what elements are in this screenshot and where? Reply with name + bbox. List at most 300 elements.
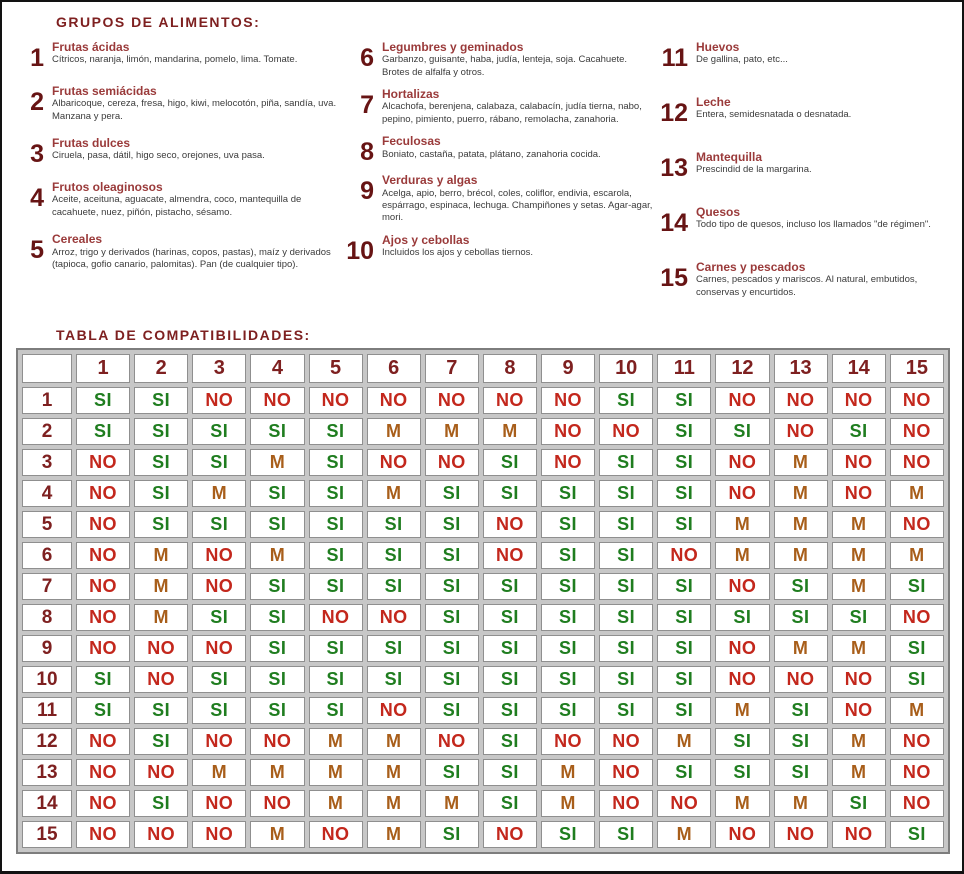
compat-cell-1-6: NO — [367, 387, 421, 414]
column-header-10: 10 — [599, 354, 653, 383]
group-number: 10 — [346, 236, 374, 265]
compat-cell-7-13: SI — [774, 573, 828, 600]
group-description: Albaricoque, cereza, fresa, higo, kiwi, melocotón, piña, sandía, uva. Manzana y pera. — [52, 98, 337, 122]
compat-cell-12-8: SI — [483, 728, 537, 755]
compat-cell-14-14: SI — [832, 790, 886, 817]
compat-cell-14-7: M — [425, 790, 479, 817]
group-item-13 — [660, 150, 952, 181]
group-description: Boniato, castaña, patata, plátano, zanahoria cocida. — [382, 148, 601, 160]
group-description: Aceite, aceituna, aguacate, almendra, coco, mantequilla de cacahuete, nuez, piñón, pistacho, sésamo. — [52, 194, 302, 218]
compat-cell-8-5: NO — [309, 604, 363, 631]
row-header-8: 8 — [22, 604, 72, 631]
compat-cell-14-12: M — [715, 790, 769, 817]
compat-cell-10-15: SI — [890, 666, 944, 693]
compat-cell-1-15: NO — [890, 387, 944, 414]
compat-cell-9-10: SI — [599, 635, 653, 662]
compat-cell-13-6: M — [367, 759, 421, 786]
group-description: Acelga, apio, berro, brécol, coles, coliflor, endivia, escarola, espárrago, espinaca, lechuga. Champiñones y setas. Agar-agar, mori. — [382, 187, 653, 224]
compat-cell-5-7: SI — [425, 511, 479, 538]
compat-cell-15-4: M — [250, 821, 304, 848]
compat-cell-2-8: M — [483, 418, 537, 445]
compat-cell-3-4: M — [250, 449, 304, 476]
group-number: 9 — [360, 177, 374, 206]
compat-cell-2-6: M — [367, 418, 421, 445]
column-header-2: 2 — [134, 354, 188, 383]
compat-cell-14-6: M — [367, 790, 421, 817]
compat-cell-6-9: SI — [541, 542, 595, 569]
compat-cell-14-11: NO — [657, 790, 711, 817]
compat-cell-13-2: NO — [134, 759, 188, 786]
compat-cell-4-7: SI — [425, 480, 479, 507]
compat-cell-4-8: SI — [483, 480, 537, 507]
compat-cell-14-5: M — [309, 790, 363, 817]
compat-cell-14-1: NO — [76, 790, 130, 817]
compat-cell-3-6: NO — [367, 449, 421, 476]
group-text — [382, 173, 660, 224]
compat-cell-2-5: SI — [309, 418, 363, 445]
compat-cell-3-14: NO — [832, 449, 886, 476]
compat-cell-2-3: SI — [192, 418, 246, 445]
compat-cell-8-14: SI — [832, 604, 886, 631]
compat-cell-8-6: NO — [367, 604, 421, 631]
compat-cell-8-9: SI — [541, 604, 595, 631]
compat-cell-6-10: SI — [599, 542, 653, 569]
compat-cell-3-9: NO — [541, 449, 595, 476]
compat-cell-1-3: NO — [192, 387, 246, 414]
compat-cell-14-13: M — [774, 790, 828, 817]
group-description: Arroz, trigo y derivados (harinas, copos, pastas), maíz y derivados (tapioca, gofio canario, palomitas). Pan (de cualquier tipo). — [52, 246, 331, 270]
compat-cell-12-15: NO — [890, 728, 944, 755]
row-header-12: 12 — [22, 728, 72, 755]
group-text — [382, 40, 660, 79]
row-header-11: 11 — [22, 697, 72, 724]
compat-cell-8-2: M — [134, 604, 188, 631]
group-description: Entera, semidesnatada o desnatada. — [696, 109, 852, 121]
column-header-12: 12 — [715, 354, 769, 383]
compat-cell-6-7: SI — [425, 542, 479, 569]
matrix-row-5 — [22, 511, 944, 538]
group-item-6 — [346, 40, 660, 79]
compat-cell-13-1: NO — [76, 759, 130, 786]
compat-cell-15-2: NO — [134, 821, 188, 848]
group-name: Legumbres y geminados — [382, 40, 524, 54]
compat-cell-11-1: SI — [76, 697, 130, 724]
compat-cell-4-15: M — [890, 480, 944, 507]
group-name: Feculosas — [382, 134, 441, 149]
group-item-7 — [346, 87, 660, 126]
compat-cell-13-11: SI — [657, 759, 711, 786]
compat-cell-13-3: M — [192, 759, 246, 786]
group-name: Frutos oleaginosos — [52, 180, 163, 195]
compat-cell-15-12: NO — [715, 821, 769, 848]
compat-cell-8-8: SI — [483, 604, 537, 631]
compat-cell-12-6: M — [367, 728, 421, 755]
compat-cell-4-10: SI — [599, 480, 653, 507]
group-name: Cereales — [52, 232, 103, 247]
group-number: 14 — [660, 209, 688, 237]
compat-cell-11-6: NO — [367, 697, 421, 724]
group-columns — [16, 40, 952, 323]
group-text — [696, 205, 952, 236]
compat-cell-15-10: SI — [599, 821, 653, 848]
food-groups-section — [16, 14, 952, 323]
group-description: Ciruela, pasa, dátil, higo seco, orejones, uva pasa. — [52, 150, 265, 162]
table-title: TABLA DE COMPATIBILIDADES: — [56, 327, 311, 344]
row-header-2: 2 — [22, 418, 72, 445]
matrix-row-6 — [22, 542, 944, 569]
group-number: 1 — [30, 44, 44, 72]
compat-cell-11-13: SI — [774, 697, 828, 724]
group-description: De gallina, pato, etc... — [696, 54, 788, 66]
compat-cell-10-3: SI — [192, 666, 246, 693]
compatibility-section — [16, 327, 952, 854]
compat-cell-10-1: SI — [76, 666, 130, 693]
compat-cell-7-2: M — [134, 573, 188, 600]
group-column-1 — [16, 40, 346, 284]
group-item-14 — [660, 205, 952, 236]
compat-cell-5-12: M — [715, 511, 769, 538]
compat-cell-4-14: NO — [832, 480, 886, 507]
compat-cell-3-8: SI — [483, 449, 537, 476]
compat-cell-5-15: NO — [890, 511, 944, 538]
compat-cell-15-8: NO — [483, 821, 537, 848]
compat-cell-10-10: SI — [599, 666, 653, 693]
compat-cell-7-10: SI — [599, 573, 653, 600]
compat-cell-1-2: SI — [134, 387, 188, 414]
compat-cell-2-11: SI — [657, 418, 711, 445]
group-item-12 — [660, 95, 952, 126]
compat-cell-7-12: NO — [715, 573, 769, 600]
compat-cell-11-11: SI — [657, 697, 711, 724]
compat-cell-3-10: SI — [599, 449, 653, 476]
column-header-6: 6 — [367, 354, 421, 383]
compat-cell-10-9: SI — [541, 666, 595, 693]
compat-cell-4-9: SI — [541, 480, 595, 507]
compat-cell-10-12: NO — [715, 666, 769, 693]
compat-cell-8-3: SI — [192, 604, 246, 631]
compat-cell-5-5: SI — [309, 511, 363, 538]
group-name: Verduras y algas — [382, 173, 478, 188]
compat-cell-15-5: NO — [309, 821, 363, 848]
compat-cell-11-10: SI — [599, 697, 653, 724]
compat-cell-7-7: SI — [425, 573, 479, 600]
matrix-row-10 — [22, 666, 944, 693]
group-name: Ajos y cebollas — [382, 232, 470, 247]
compat-cell-3-12: NO — [715, 449, 769, 476]
compat-cell-10-14: NO — [832, 666, 886, 693]
column-header-4: 4 — [250, 354, 304, 383]
compat-cell-7-1: NO — [76, 573, 130, 600]
compat-cell-5-10: SI — [599, 511, 653, 538]
compat-cell-9-2: NO — [134, 635, 188, 662]
group-name: Carnes y pescados — [696, 260, 806, 274]
compat-cell-10-13: NO — [774, 666, 828, 693]
group-number: 12 — [660, 99, 688, 127]
compat-cell-6-13: M — [774, 542, 828, 569]
compat-cell-5-3: SI — [192, 511, 246, 538]
compat-cell-1-14: NO — [832, 387, 886, 414]
compat-cell-11-7: SI — [425, 697, 479, 724]
compat-cell-13-13: SI — [774, 759, 828, 786]
compat-cell-15-14: NO — [832, 821, 886, 848]
compat-cell-7-8: SI — [483, 573, 537, 600]
compat-cell-2-2: SI — [134, 418, 188, 445]
compat-cell-14-3: NO — [192, 790, 246, 817]
compat-cell-8-15: NO — [890, 604, 944, 631]
row-header-7: 7 — [22, 573, 72, 600]
compat-cell-12-2: SI — [134, 728, 188, 755]
group-item-1 — [16, 40, 346, 71]
compat-cell-9-1: NO — [76, 635, 130, 662]
compat-cell-15-1: NO — [76, 821, 130, 848]
compat-cell-6-8: NO — [483, 542, 537, 569]
compat-cell-15-13: NO — [774, 821, 828, 848]
compat-cell-8-13: SI — [774, 604, 828, 631]
group-text — [696, 150, 952, 181]
compat-cell-3-15: NO — [890, 449, 944, 476]
compat-cell-3-2: SI — [134, 449, 188, 476]
compat-cell-8-1: NO — [76, 604, 130, 631]
matrix-row-15 — [22, 821, 944, 848]
compat-cell-6-12: M — [715, 542, 769, 569]
compat-cell-11-2: SI — [134, 697, 188, 724]
compat-cell-6-5: SI — [309, 542, 363, 569]
column-header-11: 11 — [657, 354, 711, 383]
column-header-7: 7 — [425, 354, 479, 383]
row-header-15: 15 — [22, 821, 72, 848]
compat-cell-12-7: NO — [425, 728, 479, 755]
compat-cell-13-10: NO — [599, 759, 653, 786]
compat-cell-4-4: SI — [250, 480, 304, 507]
group-name: Mantequilla — [696, 150, 763, 164]
group-number: 13 — [660, 154, 688, 182]
compat-cell-8-4: SI — [250, 604, 304, 631]
row-header-9: 9 — [22, 635, 72, 662]
compat-cell-3-7: NO — [425, 449, 479, 476]
compat-cell-2-15: NO — [890, 418, 944, 445]
row-header-13: 13 — [22, 759, 72, 786]
compat-cell-9-12: NO — [715, 635, 769, 662]
compat-cell-11-8: SI — [483, 697, 537, 724]
compat-cell-13-12: SI — [715, 759, 769, 786]
group-item-10 — [346, 233, 660, 264]
group-description: Incluidos los ajos y cebollas tiernos. — [382, 246, 534, 258]
compat-cell-9-8: SI — [483, 635, 537, 662]
compat-cell-9-14: M — [832, 635, 886, 662]
compat-cell-11-12: M — [715, 697, 769, 724]
compat-cell-10-7: SI — [425, 666, 479, 693]
compat-cell-13-9: M — [541, 759, 595, 786]
row-header-5: 5 — [22, 511, 72, 538]
compat-cell-12-1: NO — [76, 728, 130, 755]
compat-cell-12-4: NO — [250, 728, 304, 755]
compat-cell-11-4: SI — [250, 697, 304, 724]
compat-cell-5-11: SI — [657, 511, 711, 538]
compat-cell-3-1: NO — [76, 449, 130, 476]
compat-cell-9-3: NO — [192, 635, 246, 662]
compat-cell-15-11: M — [657, 821, 711, 848]
column-header-5: 5 — [309, 354, 363, 383]
compat-cell-5-9: SI — [541, 511, 595, 538]
compat-cell-12-14: M — [832, 728, 886, 755]
corner-cell — [22, 354, 72, 383]
compat-cell-5-13: M — [774, 511, 828, 538]
matrix-row-7 — [22, 573, 944, 600]
compat-cell-7-9: SI — [541, 573, 595, 600]
compat-cell-10-6: SI — [367, 666, 421, 693]
column-header-13: 13 — [774, 354, 828, 383]
group-column-2 — [346, 40, 660, 272]
compat-cell-1-9: NO — [541, 387, 595, 414]
group-number: 4 — [30, 184, 44, 213]
compat-cell-5-4: SI — [250, 511, 304, 538]
group-text — [52, 136, 346, 167]
compat-cell-1-11: SI — [657, 387, 711, 414]
compat-cell-10-11: SI — [657, 666, 711, 693]
compat-cell-13-8: SI — [483, 759, 537, 786]
compat-cell-1-8: NO — [483, 387, 537, 414]
group-name: Quesos — [696, 205, 741, 219]
group-item-5 — [16, 232, 346, 271]
compat-cell-9-11: SI — [657, 635, 711, 662]
compat-cell-2-9: NO — [541, 418, 595, 445]
compat-cell-7-6: SI — [367, 573, 421, 600]
compat-cell-3-11: SI — [657, 449, 711, 476]
compat-cell-6-1: NO — [76, 542, 130, 569]
matrix-row-4 — [22, 480, 944, 507]
group-item-2 — [16, 84, 346, 123]
compat-cell-8-12: SI — [715, 604, 769, 631]
group-text — [382, 134, 660, 165]
compatibility-table — [16, 348, 950, 854]
column-header-15: 15 — [890, 354, 944, 383]
row-header-14: 14 — [22, 790, 72, 817]
compat-cell-5-8: NO — [483, 511, 537, 538]
column-header-14: 14 — [832, 354, 886, 383]
compat-cell-15-9: SI — [541, 821, 595, 848]
compat-cell-6-4: M — [250, 542, 304, 569]
compat-cell-8-10: SI — [599, 604, 653, 631]
compat-cell-10-4: SI — [250, 666, 304, 693]
group-name: Frutas ácidas — [52, 40, 130, 54]
group-description: Alcachofa, berenjena, calabaza, calabacín, judía tierna, nabo, pepino, pimiento, puerro, rábano, remolacha, zanahoria. — [382, 101, 642, 125]
group-name: Huevos — [696, 40, 740, 54]
column-header-9: 9 — [541, 354, 595, 383]
compat-cell-11-5: SI — [309, 697, 363, 724]
compat-cell-13-4: M — [250, 759, 304, 786]
group-text — [382, 87, 660, 126]
compat-cell-7-3: NO — [192, 573, 246, 600]
matrix-row-8 — [22, 604, 944, 631]
compat-cell-15-3: NO — [192, 821, 246, 848]
compat-cell-5-14: M — [832, 511, 886, 538]
compat-cell-8-7: SI — [425, 604, 479, 631]
compat-cell-13-7: SI — [425, 759, 479, 786]
group-text — [696, 260, 952, 299]
compat-cell-1-5: NO — [309, 387, 363, 414]
compat-cell-2-1: SI — [76, 418, 130, 445]
compat-cell-7-14: M — [832, 573, 886, 600]
compat-cell-3-13: M — [774, 449, 828, 476]
compat-cell-1-12: NO — [715, 387, 769, 414]
compat-cell-11-14: NO — [832, 697, 886, 724]
compat-cell-2-10: NO — [599, 418, 653, 445]
compat-cell-4-5: SI — [309, 480, 363, 507]
group-text — [52, 84, 346, 123]
compat-cell-6-3: NO — [192, 542, 246, 569]
group-item-8 — [346, 134, 660, 165]
group-column-3 — [660, 40, 952, 323]
compat-cell-2-14: SI — [832, 418, 886, 445]
compat-cell-1-1: SI — [76, 387, 130, 414]
page — [2, 2, 962, 854]
group-number: 2 — [30, 88, 44, 116]
compat-cell-9-13: M — [774, 635, 828, 662]
row-header-3: 3 — [22, 449, 72, 476]
group-text — [52, 180, 346, 219]
compat-cell-2-13: NO — [774, 418, 828, 445]
compat-cell-6-6: SI — [367, 542, 421, 569]
compat-cell-2-12: SI — [715, 418, 769, 445]
compat-cell-14-10: NO — [599, 790, 653, 817]
group-text — [696, 95, 952, 126]
compat-cell-12-12: SI — [715, 728, 769, 755]
compat-cell-12-13: SI — [774, 728, 828, 755]
column-header-3: 3 — [192, 354, 246, 383]
compat-cell-9-5: SI — [309, 635, 363, 662]
group-item-15 — [660, 260, 952, 299]
compat-cell-4-3: M — [192, 480, 246, 507]
header-row — [22, 354, 944, 383]
compat-cell-5-2: SI — [134, 511, 188, 538]
group-name: Frutas dulces — [52, 136, 131, 151]
group-number: 6 — [360, 44, 374, 72]
group-number: 11 — [661, 44, 688, 72]
row-header-6: 6 — [22, 542, 72, 569]
compat-cell-14-15: NO — [890, 790, 944, 817]
compat-cell-12-9: NO — [541, 728, 595, 755]
compat-cell-8-11: SI — [657, 604, 711, 631]
column-header-8: 8 — [483, 354, 537, 383]
compat-cell-12-11: M — [657, 728, 711, 755]
compat-cell-14-4: NO — [250, 790, 304, 817]
compat-cell-4-6: M — [367, 480, 421, 507]
compat-cell-14-2: SI — [134, 790, 188, 817]
compat-cell-3-3: SI — [192, 449, 246, 476]
compat-cell-13-15: NO — [890, 759, 944, 786]
group-number: 5 — [30, 236, 44, 265]
group-description: Prescindid de la margarina. — [696, 164, 812, 176]
compat-cell-1-10: SI — [599, 387, 653, 414]
group-description: Cítricos, naranja, limón, mandarina, pomelo, lima. Tomate. — [52, 54, 298, 66]
group-name: Frutas semiácidas — [52, 84, 157, 98]
compat-cell-2-4: SI — [250, 418, 304, 445]
compat-cell-3-5: SI — [309, 449, 363, 476]
compat-cell-6-15: M — [890, 542, 944, 569]
group-item-4 — [16, 180, 346, 219]
compat-cell-14-9: M — [541, 790, 595, 817]
compat-cell-5-6: SI — [367, 511, 421, 538]
group-item-3 — [16, 136, 346, 167]
group-item-11 — [660, 40, 952, 71]
compat-cell-7-11: SI — [657, 573, 711, 600]
compat-cell-6-2: M — [134, 542, 188, 569]
compat-cell-9-4: SI — [250, 635, 304, 662]
matrix-row-12 — [22, 728, 944, 755]
compat-cell-4-13: M — [774, 480, 828, 507]
compat-cell-1-13: NO — [774, 387, 828, 414]
compat-cell-4-12: NO — [715, 480, 769, 507]
